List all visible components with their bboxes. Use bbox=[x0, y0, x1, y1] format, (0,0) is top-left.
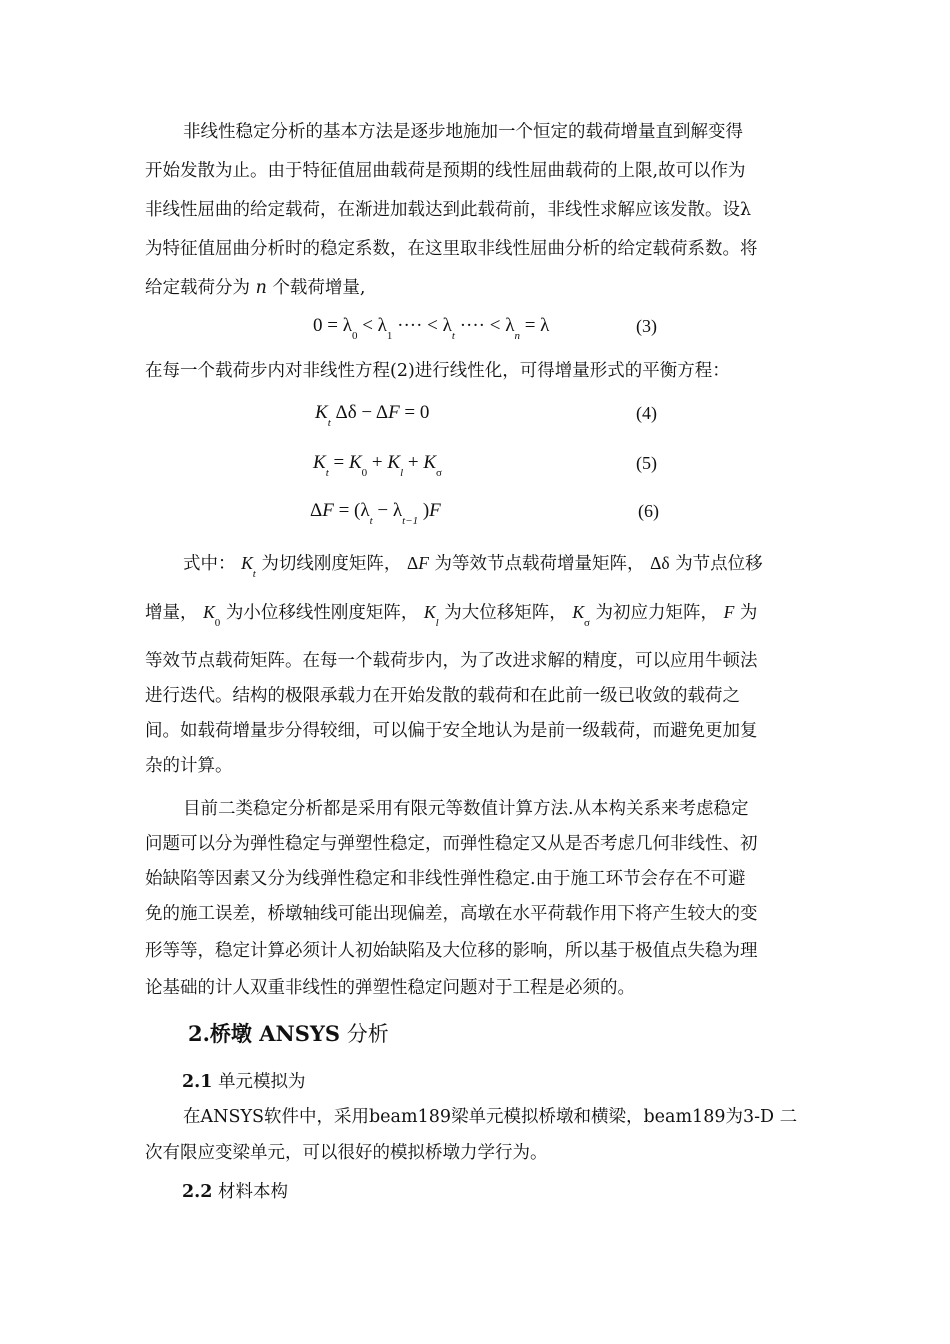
para1-line5-post: 个载荷增量, bbox=[272, 278, 366, 298]
heading-text: 分析 bbox=[340, 1022, 389, 1046]
para5-line1: 在ANSYS软件中，采用beam189梁单元模拟桥墩和横梁，beam189为3-D 二 bbox=[183, 1107, 798, 1127]
heading-text: 材料本构 bbox=[218, 1182, 289, 1202]
equation-4-number: (4) bbox=[636, 403, 657, 423]
var-n: n bbox=[255, 278, 267, 298]
para4-line5: 形等等，稳定计算必须计人初始缺陷及大位移的影响，所以基于极值点失稳为理 bbox=[145, 941, 758, 961]
para5-line2: 次有限应变梁单元，可以很好的模拟桥墩力学行为。 bbox=[145, 1143, 548, 1163]
symbol-Kt: $K_t$ bbox=[241, 553, 256, 580]
para3-line6: 杂的计算。 bbox=[145, 756, 233, 776]
heading-number: 2.桥墩 ANSYS bbox=[188, 1021, 341, 1046]
para1-line3: 非线性屈曲的给定载荷，在渐进加载达到此载荷前，非线性求解应该发散。设λ bbox=[145, 200, 752, 220]
para1-line2: 开始发散为止。由于特征值屈曲载荷是预期的线性屈曲载荷的上限,故可以作为 bbox=[145, 161, 746, 181]
section-heading-2 bbox=[188, 1018, 389, 1048]
text: 为小位移线性刚度矩阵， bbox=[225, 603, 419, 623]
equation-4: $K_t$ Δδ − ΔF = 0 bbox=[315, 402, 430, 429]
text: 为初应力矩阵， bbox=[595, 603, 719, 623]
para1-line5-pre: 给定载荷分为 bbox=[145, 278, 250, 298]
symbol-F: F bbox=[723, 602, 735, 622]
symbol-dd: Δδ bbox=[650, 553, 670, 573]
para4-line6: 论基础的计人双重非线性的弹塑性稳定问题对于工程是必须的。 bbox=[145, 978, 635, 998]
equation-5-number: (5) bbox=[636, 453, 657, 473]
equation-6: $\Delta F = (\lambda_t - \lambda_{t-1}$ )F bbox=[310, 500, 441, 527]
text: 为等效节点载荷增量矩阵， bbox=[434, 554, 645, 574]
text: 增量， bbox=[145, 603, 198, 623]
symbol-K0: $K_0$ bbox=[203, 602, 221, 629]
para4-line1: 目前二类稳定分析都是采用有限元等数值计算方法.从本构关系来考虑稳定 bbox=[183, 799, 749, 819]
heading-number: 2.2 bbox=[182, 1182, 213, 1202]
equation-6-number: (6) bbox=[638, 501, 659, 521]
text: 为节点位移 bbox=[675, 554, 763, 574]
equation-3-number: (3) bbox=[636, 316, 657, 336]
equation-3: $0 = \lambda_0 < \lambda_1$ ···· < $\lambda_t$ ···· < $\lambda_n = \lambda$ bbox=[313, 315, 550, 342]
text: 为大位移矩阵， bbox=[444, 603, 567, 623]
para1-line5 bbox=[145, 274, 366, 302]
equation-5: $K_t = K_0 + K_l + K_\sigma$ bbox=[313, 452, 442, 479]
para4-line2: 问题可以分为弹性稳定与弹塑性稳定，而弹性稳定又从是否考虑几何非线性、初 bbox=[145, 834, 758, 854]
para3-line5: 间。如载荷增量步分得较细，可以偏于安全地认为是前一级载荷，而避免更加复 bbox=[145, 721, 758, 741]
symbol-Ks: $K_\sigma$ bbox=[572, 602, 590, 629]
text: 为切线刚度矩阵， bbox=[261, 554, 402, 574]
para4-line4: 免的施工误差，桥墩轴线可能出现偏差，高墩在水平荷载作用下将产生较大的变 bbox=[145, 904, 758, 924]
para3-line3: 等效节点载荷矩阵。在每一个载荷步内，为了改进求解的精度，可以应用牛顿法 bbox=[145, 651, 758, 671]
section-heading-2-1 bbox=[182, 1068, 306, 1093]
para3-line1 bbox=[183, 549, 763, 580]
text: 式中： bbox=[183, 554, 236, 574]
para3-line4: 进行迭代。结构的极限承载力在开始发散的载荷和在此前一级已收敛的载荷之 bbox=[145, 686, 740, 706]
section-heading-2-2 bbox=[182, 1178, 288, 1203]
symbol-dF: ΔF bbox=[406, 553, 429, 573]
heading-text: 单元模拟为 bbox=[218, 1072, 306, 1092]
text: 为 bbox=[739, 603, 758, 623]
heading-number: 2.1 bbox=[182, 1072, 213, 1092]
para4-line3: 始缺陷等因素又分为线弹性稳定和非线性弹性稳定.由于施工环节会存在不可避 bbox=[145, 869, 746, 889]
para2: 在每一个载荷步内对非线性方程(2)进行线性化，可得增量形式的平衡方程： bbox=[145, 361, 730, 381]
symbol-Kl: $K_l$ bbox=[423, 602, 439, 629]
para1-line1: 非线性稳定分析的基本方法是逐步地施加一个恒定的载荷增量直到解变得 bbox=[183, 122, 743, 142]
para1-line4: 为特征值屈曲分析时的稳定系数，在这里取非线性屈曲分析的给定载荷系数。将 bbox=[145, 239, 758, 259]
para3-line2 bbox=[145, 598, 757, 629]
